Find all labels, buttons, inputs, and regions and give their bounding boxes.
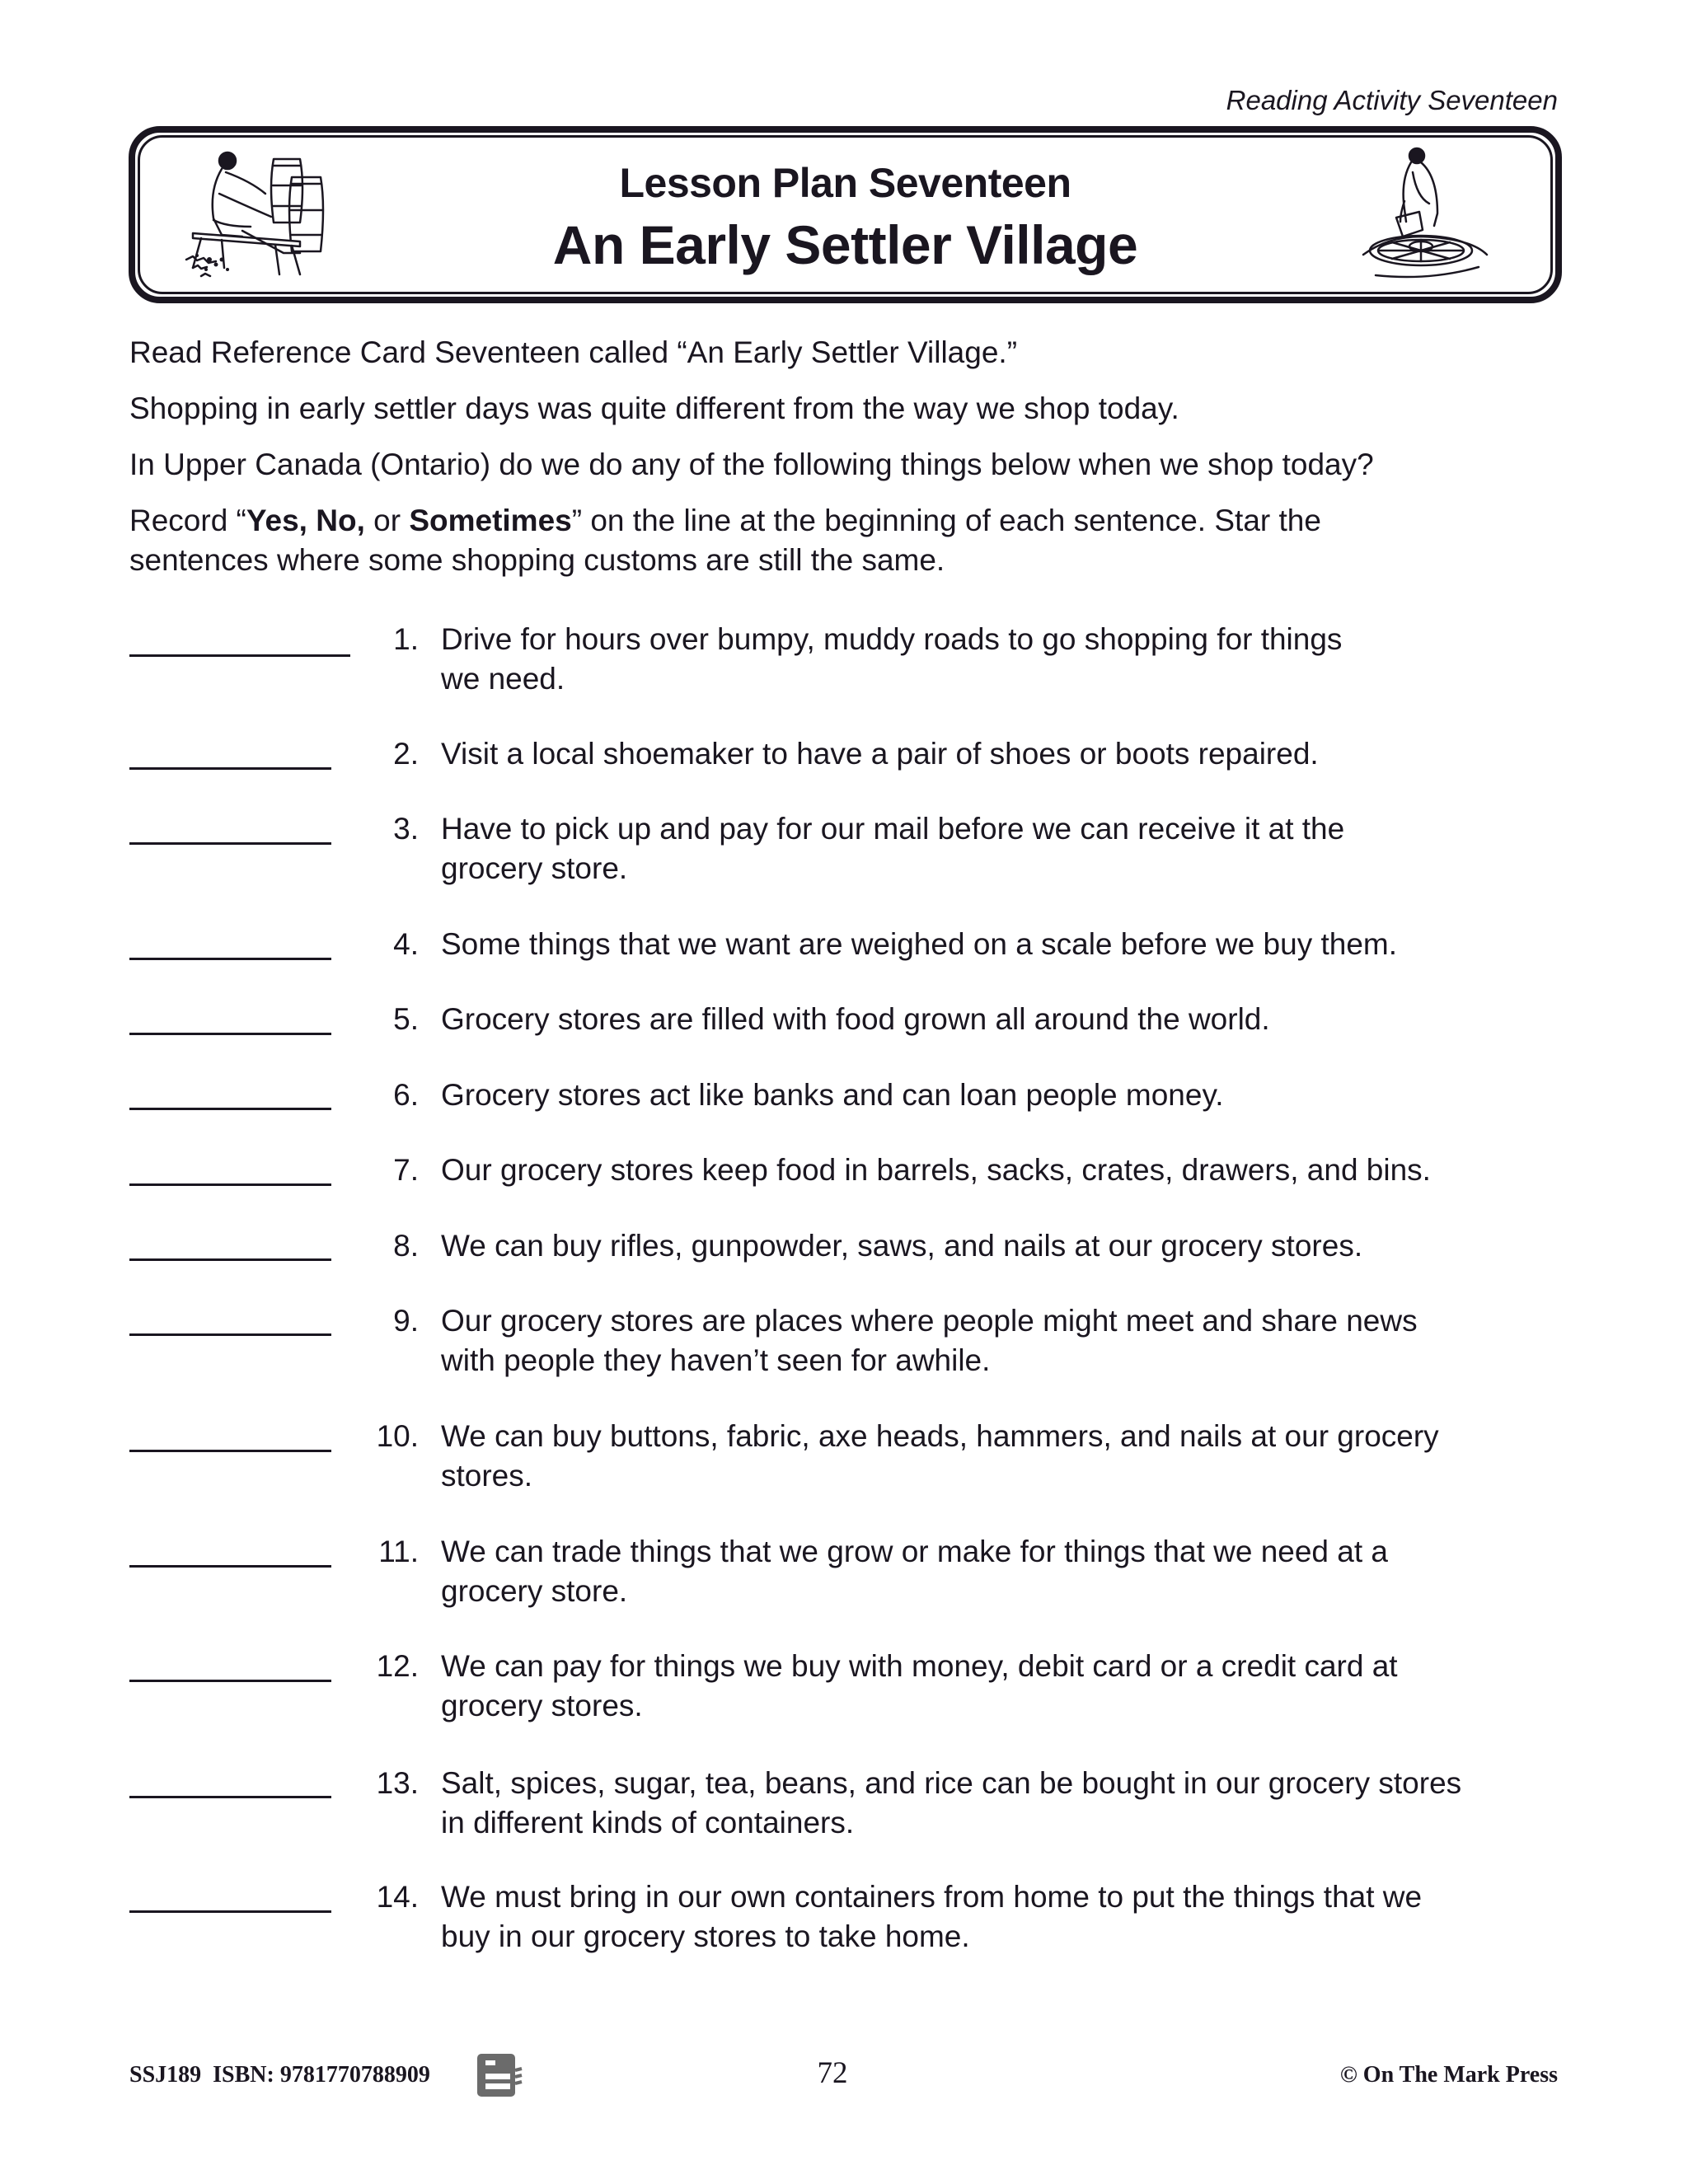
question-text: Our grocery stores keep food in barrels, sacks, crates, drawers, and bins. [441,1153,1431,1187]
question-number: 11. [378,1535,419,1568]
answer-line-5[interactable] [129,1033,331,1035]
question-text: We must bring in our own containers from home to put the things that we [441,1880,1423,1914]
question-number: 12. [376,1649,419,1683]
question-text: We can pay for things we buy with money, debit card or a credit card at [441,1649,1398,1683]
question-text: we need. [441,662,565,696]
wheelwright-illustration-icon [1355,139,1495,288]
instruction-prefix: Record “ [129,504,246,537]
option-no: No, [316,504,365,537]
running-head: Reading Activity Seventeen [1226,85,1558,115]
question-number: 13. [376,1766,419,1800]
answer-line-12[interactable] [129,1680,331,1682]
question-number: 14. [376,1880,419,1914]
answer-line-6[interactable] [129,1108,331,1110]
question-number: 8. [393,1229,419,1263]
question-text: Drive for hours over bumpy, muddy roads to go shopping for things [441,622,1343,656]
intro-line-3: In Upper Canada (Ontario) do we do any of the following things below when we shop today? [129,448,1374,481]
answer-line-7[interactable] [129,1183,331,1186]
question-number: 6. [393,1078,419,1112]
question-number: 4. [393,927,419,961]
question-text: Grocery stores are filled with food grown all around the world. [441,1002,1270,1036]
question-text: We can trade things that we grow or make for things that we need at a [441,1535,1389,1568]
question-number: 10. [376,1419,419,1453]
copyright: © On The Mark Press [1339,2062,1558,2088]
answer-line-4[interactable] [129,958,331,960]
answer-line-3[interactable] [129,842,331,845]
intro-line-1: Read Reference Card Seventeen called “An Early Settler Village.” [129,335,1018,369]
instruction-or: or [364,504,410,537]
question-number: 9. [393,1304,419,1338]
question-text: stores. [441,1459,533,1493]
question-text: grocery store. [441,1574,628,1608]
question-text: Salt, spices, sugar, tea, beans, and rice can be bought in our grocery stores [441,1766,1462,1800]
question-text: Visit a local shoemaker to have a pair of shoes or boots repaired. [441,737,1319,771]
option-yes: Yes, [246,504,307,537]
question-text: in different kinds of containers. [441,1806,855,1840]
answer-line-14[interactable] [129,1910,331,1913]
question-text: grocery stores. [441,1689,643,1722]
answer-line-1[interactable] [129,654,350,657]
question-text: grocery store. [441,851,628,885]
question-text: buy in our grocery stores to take home. [441,1919,970,1953]
intro-line-2: Shopping in early settler days was quite different from the way we shop today. [129,391,1179,425]
page-number: 72 [817,2056,848,2090]
printer-icon [476,2052,523,2098]
question-text: with people they haven’t seen for awhile. [441,1343,991,1377]
footer-book-info [129,2060,430,2090]
question-text: Some things that we want are weighed on a scale before we buy them. [441,927,1398,961]
answer-line-8[interactable] [129,1258,331,1261]
intro-line-5: sentences where some shopping customs are still the same. [129,543,945,577]
answer-line-13[interactable] [129,1796,331,1798]
question-number: 7. [393,1153,419,1187]
question-text: Our grocery stores are places where people might meet and share news [441,1304,1418,1338]
question-number: 5. [393,1002,419,1036]
question-text: We can buy rifles, gunpowder, saws, and nails at our grocery stores. [441,1229,1363,1263]
question-text: We can buy buttons, fabric, axe heads, hammers, and nails at our grocery [441,1419,1439,1453]
question-number: 1. [393,622,419,656]
lesson-plan-label: Lesson Plan Seventeen [619,160,1071,206]
answer-line-2[interactable] [129,767,331,770]
question-text: Have to pick up and pay for our mail before we can receive it at the [441,812,1345,846]
instruction-suffix: ” on the line at the beginning of each sentence. Star the [571,504,1321,537]
answer-line-9[interactable] [129,1333,331,1336]
isbn: ISBN: 9781770788909 [213,2062,430,2088]
page-title: An Early Settler Village [552,214,1138,275]
question-number: 3. [393,812,419,846]
space [307,504,316,537]
product-code: SSJ189 [129,2062,202,2088]
question-text: Grocery stores act like banks and can loan people money. [441,1078,1224,1112]
lesson-title-box [129,126,1562,303]
intro-line-4 [129,501,1547,541]
answer-line-10[interactable] [129,1450,331,1452]
question-number: 2. [393,737,419,771]
option-sometimes: Sometimes [409,504,572,537]
answer-line-11[interactable] [129,1565,331,1568]
